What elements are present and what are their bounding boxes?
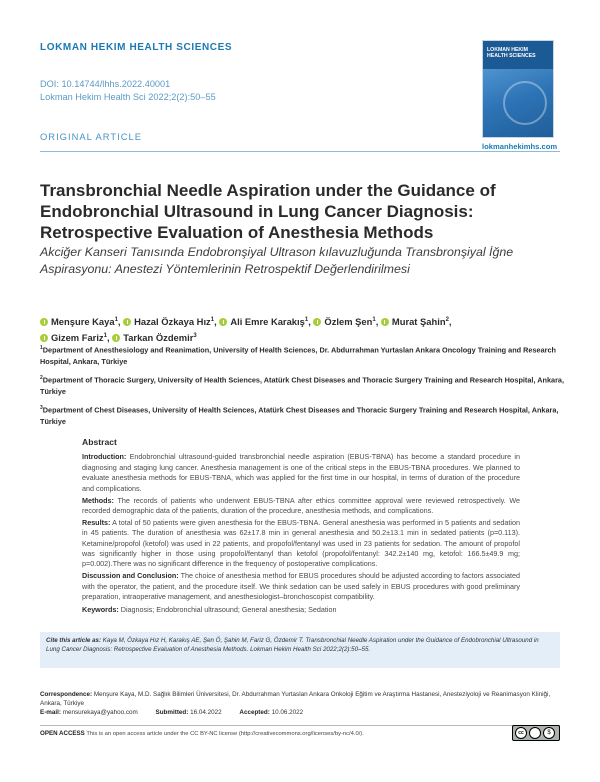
footer-divider xyxy=(40,725,560,726)
article-title-english: Transbronchial Needle Aspiration under the Guidance of Endobronchial Ultrasound in Lung Cancer Diagnosis: Retrospective Evaluation of Anesthesia Methods xyxy=(40,181,496,242)
open-access-label: OPEN ACCESS xyxy=(40,730,85,737)
creative-commons-icon: cc xyxy=(515,727,527,739)
orcid-icon[interactable] xyxy=(219,318,227,326)
author-item: Tarkan Özdemir$^3$ xyxy=(112,332,197,343)
email-link[interactable]: mensurekaya@yahoo.com xyxy=(62,709,138,717)
author-list xyxy=(40,313,570,345)
affiliation-item: $^2$Department of Thoracic Surgery, University of Health Sciences, Atatürk Chest Diseases and Thoracic Surgery Training and Research Hospital, Ankara, Türkiye xyxy=(40,375,564,396)
correspondence-block xyxy=(40,690,560,718)
article-type: ORIGINAL ARTICLE xyxy=(40,131,142,142)
cc-license-badge[interactable] xyxy=(512,725,560,741)
section-divider xyxy=(40,151,560,152)
article-title-turkish: Akciğer Kanseri Tanısında Endobronşiyal Ultrason kılavuzluğunda Transbronşiyal İğne Aspirasyonu: Anestezi Yöntemlerinin Retrospektif Değerlendirilmesi xyxy=(40,245,514,276)
cover-title: LOKMAN HEKIM HEALTH SCIENCES xyxy=(487,47,536,59)
license-text[interactable]: This is an open access article under the CC BY-NC license (http://creativecommons.org/licenses/by-nc/4.0/). xyxy=(86,731,364,737)
orcid-icon[interactable] xyxy=(40,334,48,342)
cite-box xyxy=(40,632,560,668)
author-item: Gizem Fariz$^1$, xyxy=(40,332,112,343)
journal-name: LOKMAN HEKIM HEALTH SCIENCES xyxy=(40,42,233,53)
orcid-icon[interactable] xyxy=(112,334,120,342)
cite-text: Kaya M, Özkaya Hız H, Karakış AE, Şen Ö, Şahin M, Fariz G, Özdemir T. Transbronchial Needle Aspiration under the Guidance of Endobronchial Ultrasound in Lung Cancer Diagnosis: Retrospective Evaluation of Anesthesia Methods. Lokman Hekim Health Sci 2022;2(2):50–55. xyxy=(46,637,539,653)
doi-block xyxy=(40,78,216,104)
abstract-section xyxy=(82,437,520,617)
submitted-date: 16.04.2022 xyxy=(190,709,222,717)
journal-cover-image xyxy=(482,40,554,138)
attribution-icon xyxy=(529,727,541,739)
abstract-introduction: Introduction: Endobronchial ultrasound-guided transbronchial needle aspiration (EBUS-TBNA) has become a standard procedure in diagnosing and staging lung cancer. Anesthesia management is one of the critical steps in the EBUS-TBNA procedures. We planned to evaluate anesthesia methods for EBUS-TBNA, which was applied for the first time in our hospital, in terms of duration of the procedure and complications. xyxy=(82,452,520,493)
abstract-methods: Methods: The records of patients who underwent EBUS-TBNA after ethics committee approval were reviewed retrospectively. We recorded demographic data of the patients, duration of the procedure, anesthesia methods, and complications. xyxy=(82,495,521,515)
journal-website-link[interactable]: lokmanhekimhs.com xyxy=(482,142,558,151)
affiliation-item: $^3$Department of Chest Diseases, University of Health Sciences, Atatürk Chest Diseases and Thoracic Surgery Training and Research Hospital, Ankara, Türkiye xyxy=(40,405,559,426)
author-item: Ali Emre Karakış$^1$, xyxy=(219,316,313,327)
abstract-heading: Abstract xyxy=(82,437,117,447)
author-item: Murat Şahin$^2$, xyxy=(381,316,452,327)
author-item: Özlem Şen$^1$, xyxy=(313,316,381,327)
abstract-discussion: Discussion and Conclusion: The choice of anesthesia method for EBUS procedures should be adjusted according to factors associated with the operator, the patient, and the procedure itself. We think sedation can be used safely in EBUS procedures with good preliminary preparation, intraoperative management, and anesthesiologist–bronchoscopist compatibility. xyxy=(82,571,520,602)
cover-art xyxy=(483,69,553,138)
accepted-date: 10.06.2022 xyxy=(271,709,304,717)
affiliation-list xyxy=(40,343,575,433)
abstract-keywords: Keywords: Diagnosis; Endobronchial ultrasound; General anesthesia; Sedation xyxy=(82,604,337,614)
orcid-icon[interactable] xyxy=(313,318,321,326)
citation-line: Lokman Hekim Health Sci 2022;2(2):50–55 xyxy=(40,92,216,102)
author-item: Hazal Özkaya Hız$^1$, xyxy=(123,316,219,327)
orcid-icon[interactable] xyxy=(40,318,48,326)
orcid-icon[interactable] xyxy=(381,318,389,326)
email-dates-line: E-mail: mensurekaya@yahoo.com Submitted: 16.04.2022 Accepted: 10.06.2022 xyxy=(40,709,304,717)
author-item: Menşure Kaya$^1$, xyxy=(40,316,123,327)
doi-text[interactable]: DOI: 10.14744/lhhs.2022.40001 xyxy=(40,79,171,89)
noncommercial-icon: $ xyxy=(543,727,555,739)
abstract-results: Results: A total of 50 patients were given anesthesia for the EBUS-TBNA. General anesthesia was performed in 5 patients and sedation in 45 patients. The duration of anesthesia was 62±17.8 min in general anesthesia and 50.2±13.1 min in sedated patients (p=0.113). Ketamine/propofol (ketofol) was used in 22 patients, and propofol/fentanyl was used in 23 patients for sedation. The amount of propofol was significantly higher in those using propofol/fentanyl than ketofol (propofol/fentanyl: 342.2±140 mg, ketofol: 166.5±49.9 mg; p=0.002).There was no significant difference in the frequency of postoperative complications. xyxy=(82,517,520,569)
orcid-icon[interactable] xyxy=(123,318,131,326)
cite-label: Cite this article as: xyxy=(46,637,102,644)
affiliation-item: $^1$Department of Anesthesiology and Reanimation, University of Health Sciences, Dr. Abdurrahman Yurtaslan Ankara Oncology Training and Research Hospital, Ankara, Türkiye xyxy=(40,345,556,366)
open-access-notice xyxy=(40,730,510,737)
correspondence-line: Correspondence: Menşure Kaya, M.D. Sağlık Bilimleri Üniversitesi, Dr. Abdurrahman Yurtaslan Ankara Onkoloji Eğitim ve Araştırma Hastanesi, Anesteziyoloji ve Reanimasyon Kliniği, Ankara, Türkiye xyxy=(40,691,551,708)
